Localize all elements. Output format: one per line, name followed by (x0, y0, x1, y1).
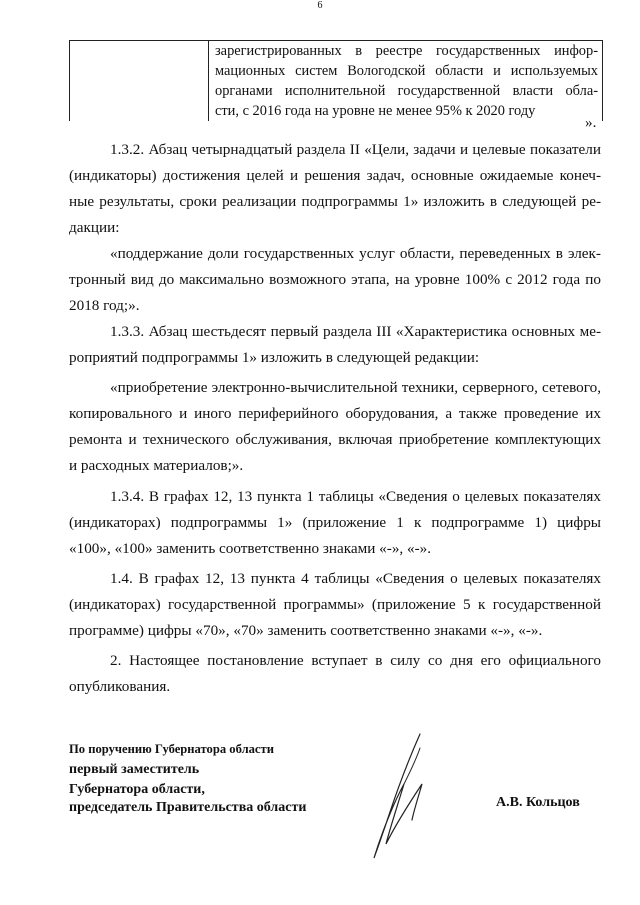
paragraph-line: ные результаты, сроки реализации подпрограммы 1» изложить в следующей ре- (69, 193, 601, 210)
paragraph-line: тронный вид до максимально возможного этапа, на уровне 100% с 2012 года по (69, 271, 601, 288)
on-behalf-line: По поручению Губернатора области (69, 742, 274, 756)
table-right-cell (215, 41, 598, 121)
continuation-table (69, 40, 603, 121)
paragraph-line: «поддержание доли государственных услуг области, переведенных в элек- (110, 245, 601, 262)
paragraph-line: «приобретение электронно-вычислительной техники, серверного, сетевого, (110, 379, 601, 396)
paragraph-line: 2018 год;». (69, 297, 140, 314)
table-cell-line: мационных систем Вологодской области и используемых (215, 63, 598, 79)
table-cell-line: сти, с 2016 года на уровне не менее 95% к 2020 году (215, 103, 536, 119)
handwritten-signature (360, 732, 460, 862)
paragraph-line: 1.3.2. Абзац четырнадцатый раздела II «Цели, задачи и целевые показатели (110, 141, 601, 158)
paragraph-line: (индикаторах) подпрограммы 1» (приложение 1 к подпрограмме 1) цифры (69, 514, 601, 531)
paragraph-line: программе) цифры «70», «70» заменить соответственно знаками «-», «-». (69, 622, 543, 639)
paragraph-line: 2. Настоящее постановление вступает в силу со дня его официального (110, 652, 601, 669)
closing-quote: ». (585, 114, 597, 131)
position-line: председатель Правительства области (69, 800, 307, 815)
paragraph-line: копировального и иного периферийного оборудования, а также проведение их (69, 405, 601, 422)
signer-name: А.В. Кольцов (496, 795, 580, 810)
position-line: Губернатора области, (69, 782, 205, 797)
paragraph-line: роприятий подпрограммы 1» изложить в следующей редакции: (69, 349, 480, 366)
paragraph-line: ремонта и технического обслуживания, включая приобретение комплектующих (69, 431, 601, 448)
position-line: первый заместитель (69, 762, 200, 777)
paragraph-line: 1.3.4. В графах 12, 13 пункта 1 таблицы «Сведения о целевых показателях (110, 488, 601, 505)
table-cell-line: зарегистрированных в реестре государственных инфор- (215, 43, 598, 59)
paragraph-line: 1.4. В графах 12, 13 пункта 4 таблицы «Сведения о целевых показателях (110, 570, 601, 587)
paragraph-line: (индикаторах) государственной программы» (приложение 5 к государственной (69, 596, 601, 613)
paragraph-line: «100», «100» заменить соответственно знаками «-», «-». (69, 540, 432, 557)
paragraph-line: опубликования. (69, 678, 171, 695)
table-cell-line: органами исполнительной государственной власти обла- (215, 83, 598, 99)
paragraph-line: 1.3.3. Абзац шестьдесят первый раздела III «Характеристика основных ме- (110, 323, 601, 340)
page-number: 6 (317, 0, 323, 11)
table-left-cell (70, 41, 209, 121)
paragraph-line: и расходных материалов;». (69, 457, 244, 474)
paragraph-line: дакции: (69, 219, 120, 236)
paragraph-line: (индикаторы) достижения целей и решения задач, основные ожидаемые конеч- (69, 167, 601, 184)
